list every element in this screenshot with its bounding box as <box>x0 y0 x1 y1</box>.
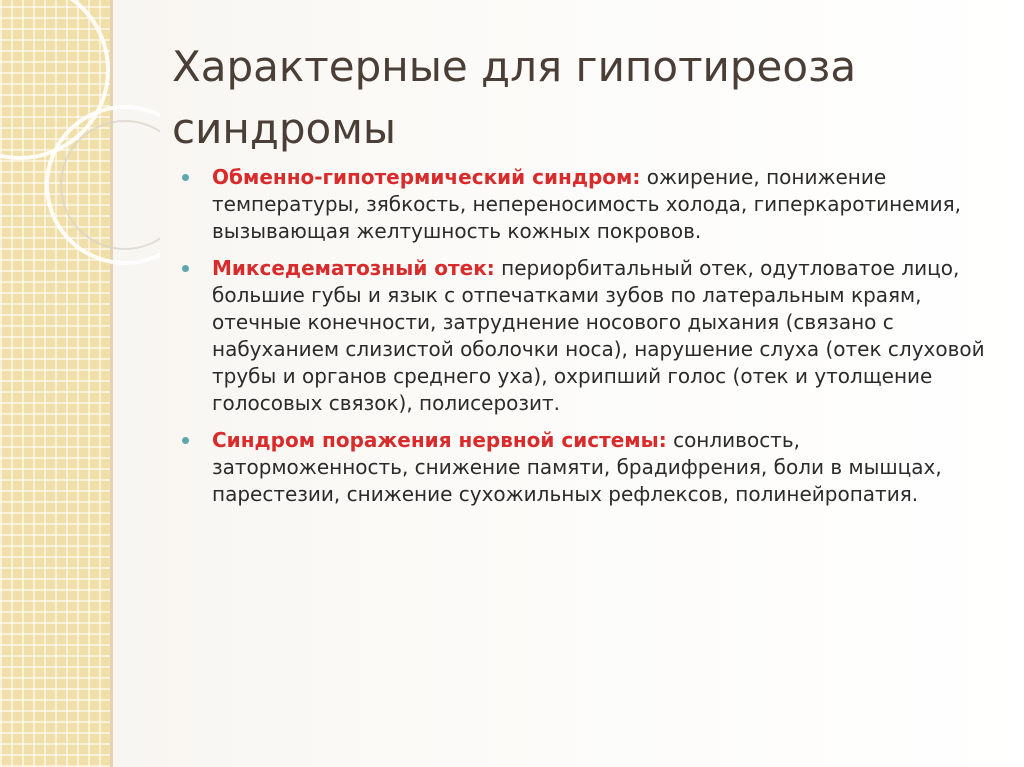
term-nervous: Синдром поражения нервной системы: <box>212 428 667 452</box>
text-myxedema: периорбитальный отек, одутловатое лицо, большие губы и язык с отпечатками зубов по латеральным краям, отечные конечности, затруднение носового дыхания (связано с набуханием слизистой оболочки носа), нарушение слуха (отек слуховой трубы и органов среднего уха), охрипший голос (отек и утолщение голосовых связок), полисерозит. <box>212 256 985 415</box>
term-metabolic: Обменно-гипотермический синдром: <box>212 165 641 189</box>
bullet-dot-icon <box>182 174 189 181</box>
bullet-list <box>182 164 992 518</box>
bullet-item-myxedema <box>182 255 992 417</box>
decorative-circles <box>0 0 160 300</box>
text-nervous: сонливость, заторможенность, снижение памяти, брадифрения, боли в мышцах, парестезии, снижение сухожильных рефлексов, полинейропатия. <box>212 428 942 506</box>
bullet-dot-icon <box>182 265 189 272</box>
bullet-item-nervous <box>182 427 992 508</box>
slide-title: Характерные для гипотиреоза синдромы <box>172 42 857 153</box>
bullet-item-metabolic <box>182 164 992 245</box>
bullet-dot-icon <box>182 437 189 444</box>
term-myxedema: Микседематозный отек: <box>212 256 495 280</box>
text-metabolic: ожирение, понижение температуры, зябкость, непереносимость холода, гиперкаротинемия, вызывающая желтушность кожных покровов. <box>212 165 961 243</box>
